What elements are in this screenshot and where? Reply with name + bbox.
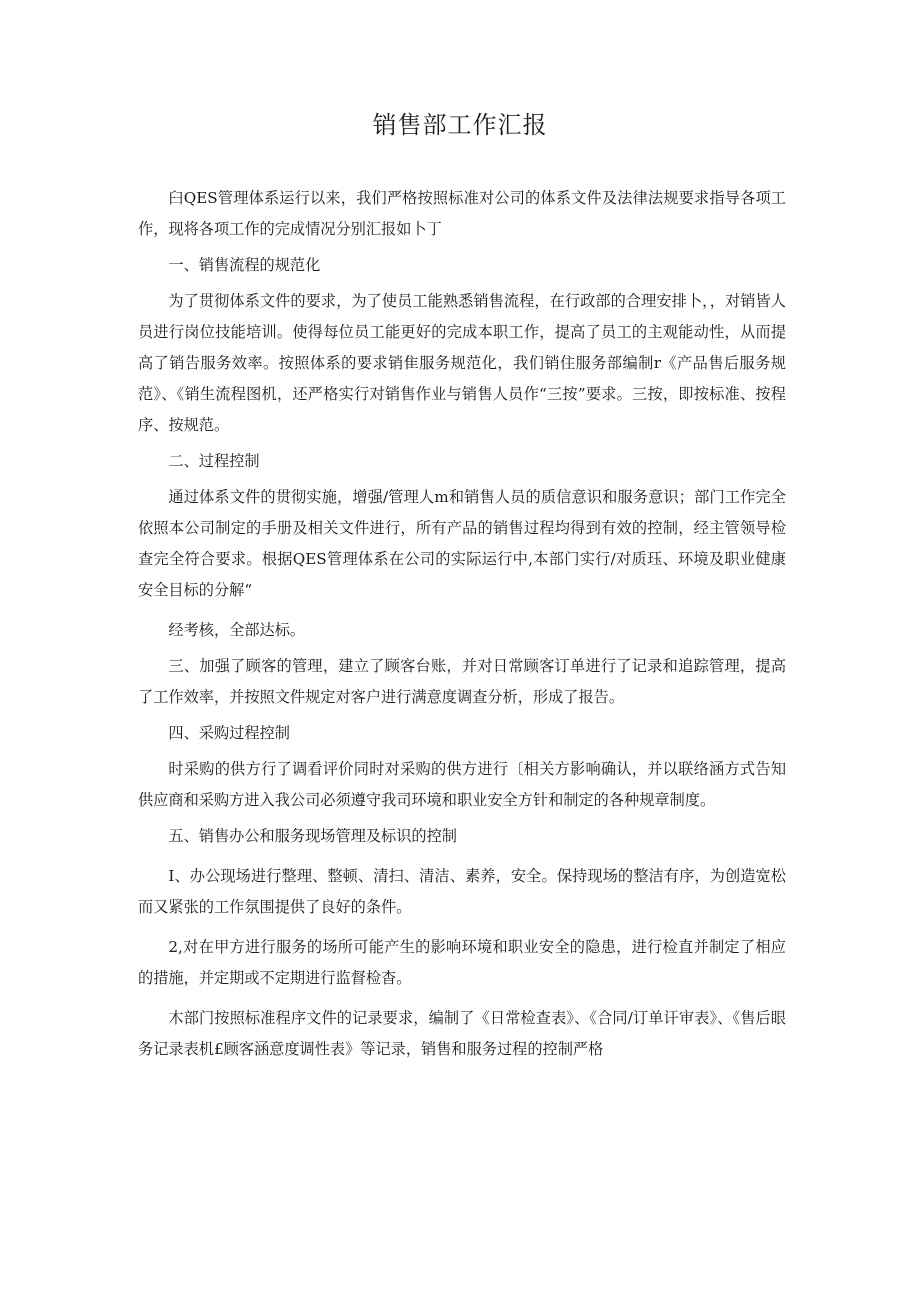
body-paragraph: 三、加强了顾客的管理，建立了顾客台账，并对日常顾客订单进行了记录和追踪管理，提高了工作效率，并按照文件规定对客户进行满意度调查分析，形成了报告。 (138, 657, 786, 706)
intro-paragraph: 臼QES管理体系运行以来，我们严格按照标准对公司的体系文件及法律法规要求指导各项工作，现将各项工作的完成情况分别汇报如卜丁 (138, 189, 786, 238)
section-heading: 一、销售流程的规范化 (168, 256, 321, 274)
body-paragraph: 经考核，全部达标。 (168, 621, 306, 639)
body-paragraph: 木部门按照标准程序文件的记录要求，编制了《日常检查表》、《合同/订单讦审表》、《售后眼务记录表机£顾客涵意度调性表》等记录，销售和服务过程的控制严格 (138, 1009, 786, 1058)
numbered-paragraph: 2,对在甲方进行服务的场所可能产生的影响环境和职业安全的隐患，进行检直并制定了相应的措施，并定期或不定期进行监督检杳。 (138, 938, 786, 987)
section-heading: 四、采购过程控制 (168, 724, 290, 742)
body-paragraph: 时采购的供方行了调看评价同时对采购的供方进行〔相关方影响确认，并以联络涵方式告知供应商和采购方进入我公司必须遵守我司环境和职业安全方针和制定的各种规章制度。 (138, 760, 786, 809)
section-heading: 五、销售办公和服务现场管理及标识的控制 (168, 827, 457, 845)
document-body (138, 183, 786, 1065)
section-heading: 二、过程控制 (168, 452, 260, 470)
body-paragraph: 为了贯彻体系文件的要求，为了使员工能熟悉销售流程，在行政部的合理安排卜，，对销皆人员进行岗位技能培训。使得每位员工能更好的完成本职工作，提高了员工的主观能动性，从而提高了销告服务效率。按照体系的要求销隹服务规范化，我们销住服务部编制r《产品售后服务规范》、《销生流程图机，还严格实行对销售作业与销售人员作“三按”要求。三按，即按标准、按程序、按规范。 (138, 292, 786, 434)
document-title: 销售部工作汇报 (372, 111, 548, 139)
body-paragraph: 通过体系文件的贯彻实施，增强/管理人m和销售人员的质信意识和服务意识；部门工作完全依照本公司制定的手册及相关文件进行，所有产品的销售过程均得到有效的控制，经主管领导检查完全符合要求。根据QES管理体系在公司的实际运行中,本部门实行/对质珏、环境及职业健康安全目标的分解“ (138, 488, 786, 599)
numbered-paragraph: I、办公现场进行整理、整顿、清扫、清洁、素养，安全。保持现场的整洁有序，为创造宽松而又紧张的工作氛围提供了良好的条件。 (138, 867, 786, 916)
